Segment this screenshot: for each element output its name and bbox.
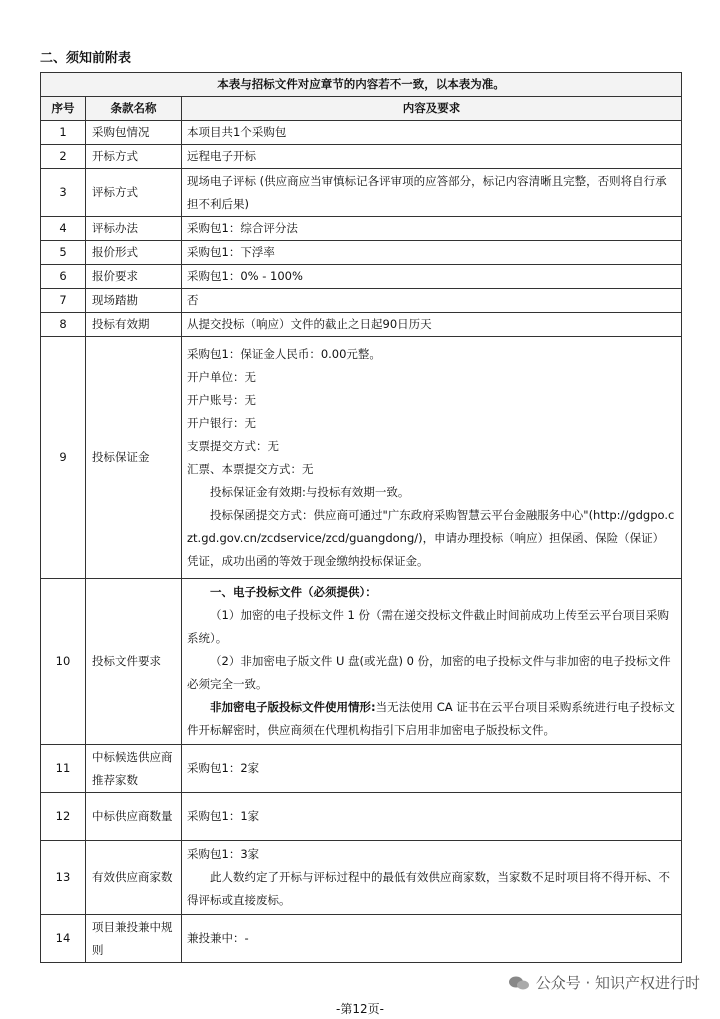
row-content: 从提交投标（响应）文件的截止之日起90日历天 xyxy=(182,313,682,337)
row-no: 6 xyxy=(41,265,86,289)
row-no: 13 xyxy=(41,841,86,915)
table-row xyxy=(41,265,682,289)
row-no: 4 xyxy=(41,217,86,241)
row-no: 3 xyxy=(41,169,86,217)
row-name: 采购包情况 xyxy=(86,121,182,145)
table-banner: 本表与招标文件对应章节的内容若不一致，以本表为准。 xyxy=(41,73,682,97)
row-no: 1 xyxy=(41,121,86,145)
table-row xyxy=(41,145,682,169)
row-name: 投标有效期 xyxy=(86,313,182,337)
notice-table xyxy=(40,72,682,963)
row-no: 2 xyxy=(41,145,86,169)
row-content: 采购包1：保证金人民币：0.00元整。 开户单位：无 开户账号：无 开户银行：无 支票提交方式：无 汇票、本票提交方式：无 投标保证金有效期:与投标有效期一致。 投标保函提交方式：供应商可通过"广东政府采购智慧云平台金融服务中心"(http://gdgpo.czt.gd.gov.cn/zcdservice/zcd/guangdong/)，申请办理投标（响应）担保函、保险（保证）凭证，成功出函的等效于现金缴纳投标保证金。 xyxy=(182,337,682,579)
table-row xyxy=(41,579,682,745)
table-row xyxy=(41,121,682,145)
table-row xyxy=(41,745,682,793)
row-name: 中标供应商数量 xyxy=(86,793,182,841)
header-no: 序号 xyxy=(41,97,86,121)
row-no: 10 xyxy=(41,579,86,745)
row-content: 远程电子开标 xyxy=(182,145,682,169)
table-row xyxy=(41,241,682,265)
row-no: 7 xyxy=(41,289,86,313)
row-no: 14 xyxy=(41,915,86,963)
row-content: 现场电子评标 (供应商应当审慎标记各评审项的应答部分，标记内容清晰且完整，否则将自行承担不利后果) xyxy=(182,169,682,217)
row-name: 现场踏勘 xyxy=(86,289,182,313)
row-no: 12 xyxy=(41,793,86,841)
table-row xyxy=(41,289,682,313)
row-name: 报价要求 xyxy=(86,265,182,289)
row-name: 项目兼投兼中规则 xyxy=(86,915,182,963)
header-content: 内容及要求 xyxy=(182,97,682,121)
row-name: 报价形式 xyxy=(86,241,182,265)
row-no: 11 xyxy=(41,745,86,793)
row-content: 采购包1：1家 xyxy=(182,793,682,841)
row-no: 5 xyxy=(41,241,86,265)
row-content: 一、电子投标文件（必须提供）： （1）加密的电子投标文件 1 份（需在递交投标文件截止时间前成功上传至云平台项目采购系统）。 （2）非加密电子版文件 U 盘(或光盘) 0 份，加密的电子投标文件与非加密的电子投标文件必须完全一致。 非加密电子版投标文件使用情形:当无法使用 CA 证书在云平台项目采购系统进行电子投标文件开标解密时，供应商须在代理机构指引下启用非加密电子版投标文件。 xyxy=(182,579,682,745)
header-name: 条款名称 xyxy=(86,97,182,121)
table-row xyxy=(41,841,682,915)
row-name: 有效供应商家数 xyxy=(86,841,182,915)
table-row xyxy=(41,915,682,963)
row-name: 评标方式 xyxy=(86,169,182,217)
wechat-icon xyxy=(508,975,530,991)
table-row xyxy=(41,793,682,841)
row-content: 采购包1：0% - 100% xyxy=(182,265,682,289)
row-name: 投标文件要求 xyxy=(86,579,182,745)
row-content: 采购包1：3家 此人数约定了开标与评标过程中的最低有效供应商家数，当家数不足时项目将不得开标、不得评标或直接废标。 xyxy=(182,841,682,915)
row-content: 采购包1：综合评分法 xyxy=(182,217,682,241)
row-no: 9 xyxy=(41,337,86,579)
table-row xyxy=(41,337,682,579)
row-content: 采购包1：2家 xyxy=(182,745,682,793)
row-name: 评标办法 xyxy=(86,217,182,241)
row-content: 采购包1：下浮率 xyxy=(182,241,682,265)
section-heading: 二、须知前附表 xyxy=(40,51,132,66)
page-number: -第12页- xyxy=(336,1002,384,1016)
watermark-text: 公众号 · 知识产权进行时 xyxy=(535,974,700,992)
table-row xyxy=(41,217,682,241)
row-no: 8 xyxy=(41,313,86,337)
row-content: 兼投兼中：- xyxy=(182,915,682,963)
row-content: 本项目共1个采购包 xyxy=(182,121,682,145)
table-row xyxy=(41,313,682,337)
row-content: 否 xyxy=(182,289,682,313)
row-name: 中标候选供应商推荐家数 xyxy=(86,745,182,793)
row-name: 投标保证金 xyxy=(86,337,182,579)
watermark xyxy=(508,972,700,993)
row-name: 开标方式 xyxy=(86,145,182,169)
table-row xyxy=(41,169,682,217)
